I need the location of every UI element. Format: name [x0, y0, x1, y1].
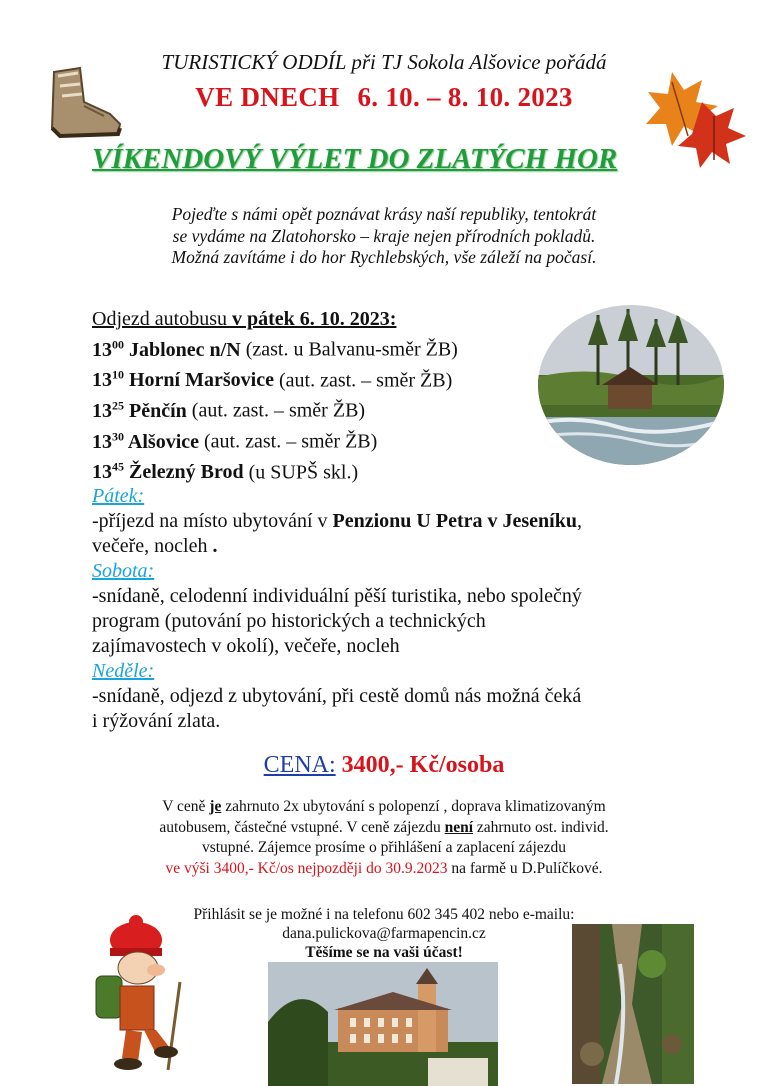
departure-stop: $13^{45}$ Železný Brod (u SUPŠ skl.)	[92, 459, 359, 484]
organizer-line: TURISTICKÝ ODDÍL při TJ Sokola Alšovice pořádá	[161, 50, 607, 74]
hiker-cartoon-illustration	[82, 912, 192, 1072]
departure-label: Odjezd autobusu	[92, 308, 227, 330]
departure-heading	[92, 307, 458, 332]
friday-text: -příjezd na místo ubytování v Penzionu U Petra v Jeseníku,	[92, 510, 582, 532]
intro-line: se vydáme na Zlatohorsko – kraje nejen přírodních pokladů.	[172, 225, 596, 246]
departure-stop: $13^{00}$ Jablonec n/N (zast. u Balvanu-směr ŽB)	[92, 337, 458, 361]
intro-text	[0, 204, 768, 269]
departure-stop: $13^{30}$ Alšovice (aut. zast. – směr ŽB)	[92, 428, 378, 453]
intro-line: Možná zavítáme i do hor Rychlebských, vše záleží na počasí.	[171, 247, 597, 267]
info-line: V ceně je zahrnuto 2x ubytování s polopenzí , doprava klimatizovaným	[162, 798, 606, 815]
contact-phone-line: Přihlásit se je možné i na telefonu 602 345 402 nebo e-mailu:	[193, 906, 575, 923]
departure-stop: $13^{25}$ Pěnčín (aut. zast. – směr ŽB)	[92, 398, 366, 422]
closing-line: Těšíme se na vaši účast!	[305, 944, 463, 961]
friday-text-2: večeře, nocleh .	[92, 535, 218, 557]
program-section	[92, 484, 692, 734]
price-info	[0, 797, 768, 879]
departure-day: v pátek 6. 10. 2023:	[231, 308, 397, 330]
departure-schedule	[92, 307, 458, 485]
saturday-label: Sobota:	[92, 560, 155, 582]
sunday-label: Neděle:	[92, 660, 155, 682]
info-line: autobusem, částečné vstupné. V ceně zájezdu není zahrnuto ost. individ.	[159, 818, 609, 836]
saturday-line: -snídaně, celodenní individuální pěší turistika, nebo společný	[92, 585, 582, 607]
event-dates	[0, 82, 768, 113]
price-label: CENA:	[263, 752, 336, 778]
price-line	[0, 752, 768, 779]
saturday-line: program (putování po historických a technických	[92, 610, 486, 632]
autumn-leaves-illustration	[642, 62, 752, 180]
forest-cabin-photo	[538, 305, 724, 465]
info-line: ve výši 3400,- Kč/os nejpozději do 30.9.2023 na farmě u D.Pulíčkové.	[165, 859, 603, 877]
dates-range: 6. 10. – 8. 10. 2023	[357, 82, 573, 112]
saturday-line: zajímavostech v okolí), večeře, nocleh	[92, 635, 400, 657]
departure-stop: $13^{10}$ Horní Maršovice (aut. zast. – směr ŽB)	[92, 367, 453, 392]
sunday-line: i rýžování zlata.	[92, 710, 221, 732]
dates-prefix: VE DNECH	[195, 82, 340, 112]
sunday-line: -snídaně, odjezd z ubytování, při cestě domů nás možná čeká	[92, 685, 582, 707]
contact-email[interactable]: dana.pulickova@farmapencin.cz	[282, 925, 486, 942]
page-title: VÍKENDOVÝ VÝLET DO ZLATÝCH HOR	[92, 143, 618, 175]
forest-stream-photo	[572, 924, 694, 1084]
castle-photo	[268, 962, 498, 1086]
friday-label: Pátek:	[92, 485, 145, 507]
intro-line: Pojeďte s námi opět poznávat krásy naší republiky, tentokrát	[171, 204, 597, 224]
price-value: 3400,- Kč/osoba	[341, 752, 505, 778]
info-line: vstupné. Zájemce prosíme o přihlášení a zaplacení zájezdu	[201, 839, 567, 856]
